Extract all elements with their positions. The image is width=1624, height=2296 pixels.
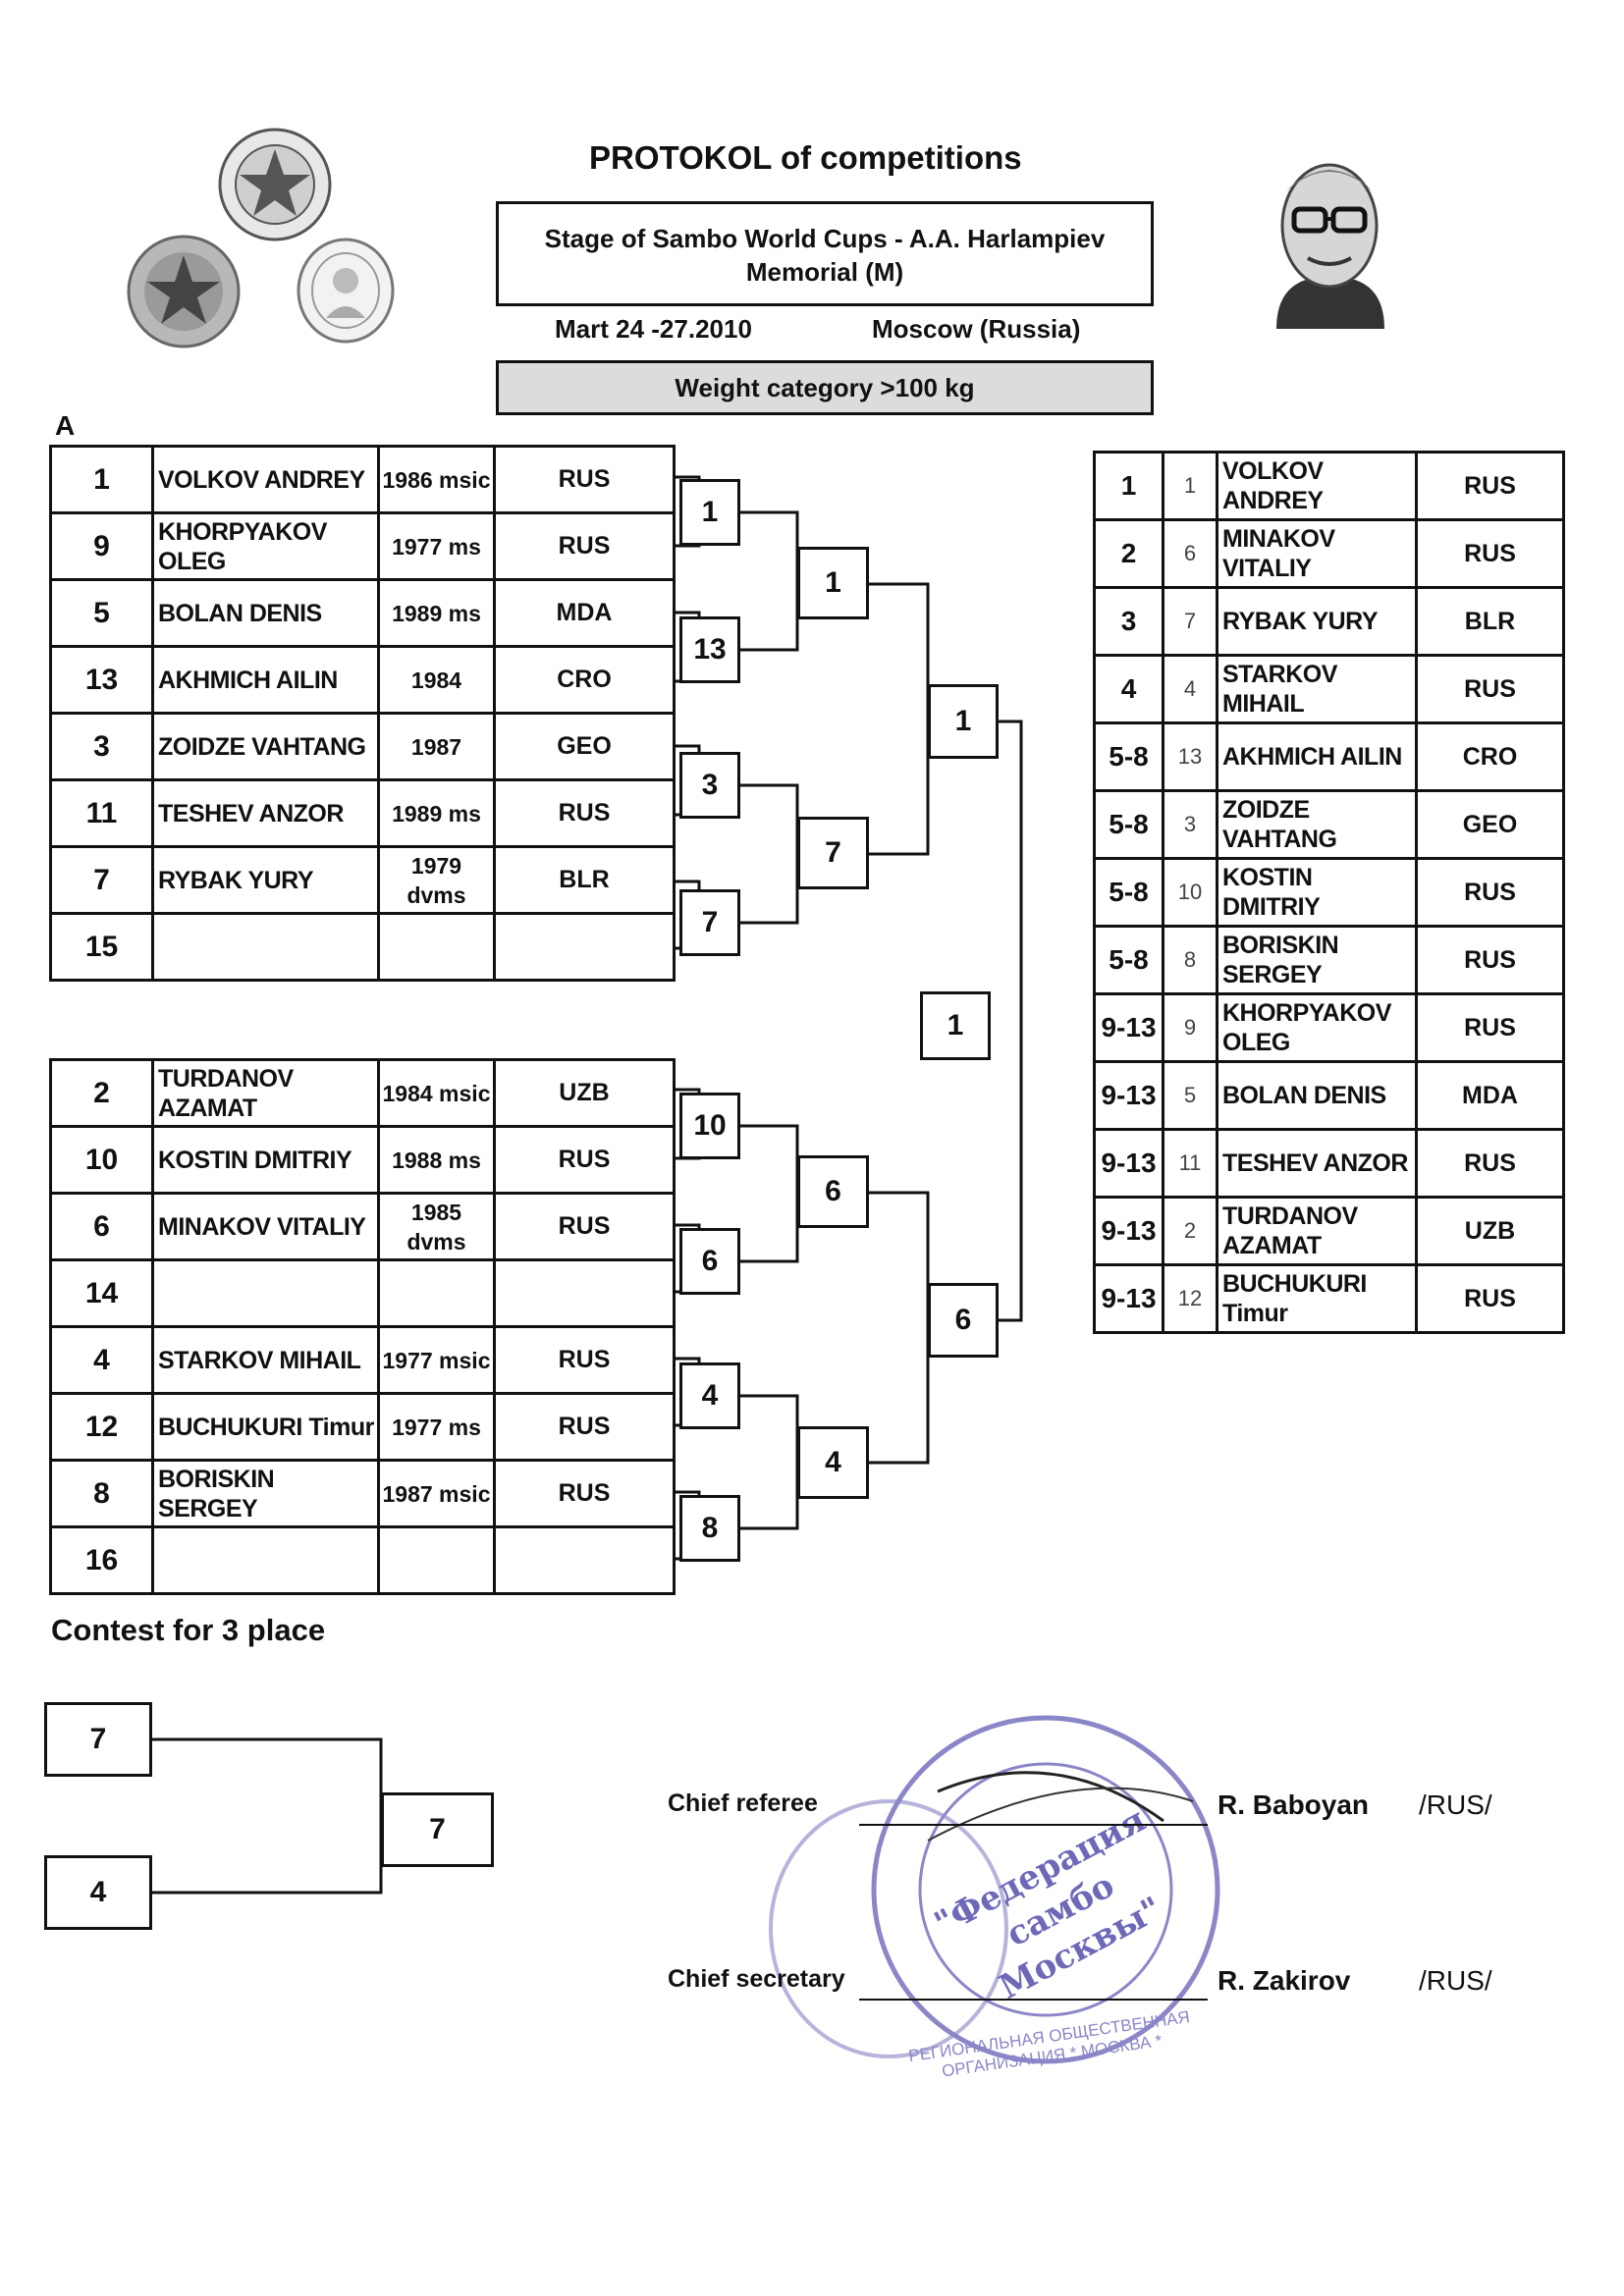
seed-number: 5 [51,580,153,647]
final-place: 3 [1095,588,1164,656]
chief-referee-name: R. Baboyan [1218,1789,1370,1820]
result-athlete-name: RYBAK YURY [1218,588,1417,656]
birth-year-rank: 1986 msic [379,447,495,513]
athlete-name: TESHEV ANZOR [153,780,379,847]
bracket-r2-top-2: 7 [797,817,869,889]
result-athlete-name: MINAKOV VITALIY [1218,520,1417,588]
weight-category-box: Weight category >100 kg [496,360,1154,415]
country-code: UZB [495,1060,675,1127]
result-athlete-name: TURDANOV AZAMAT [1218,1198,1417,1265]
pool-letter: A [55,410,76,441]
birth-year-rank: 1984 msic [379,1060,495,1127]
result-seed: 5 [1164,1062,1218,1130]
result-seed: 7 [1164,588,1218,656]
country-code: RUS [495,1127,675,1194]
seed-number: 15 [51,914,153,981]
athlete-name: BOLAN DENIS [153,580,379,647]
birth-year-rank: 1989 ms [379,580,495,647]
result-country: RUS [1417,859,1564,927]
result-seed: 8 [1164,927,1218,994]
result-seed: 12 [1164,1265,1218,1333]
final-place: 1 [1095,453,1164,520]
final-place: 9-13 [1095,1265,1164,1333]
result-country: RUS [1417,994,1564,1062]
final-place: 9-13 [1095,994,1164,1062]
seed-number: 11 [51,780,153,847]
athlete-name: BORISKIN SERGEY [153,1461,379,1527]
result-athlete-name: BORISKIN SERGEY [1218,927,1417,994]
result-seed: 3 [1164,791,1218,859]
seed-number: 16 [51,1527,153,1594]
bracket-r3-bottom: 6 [928,1283,999,1358]
birth-year-rank: 1989 ms [379,780,495,847]
page-title: PROTOKOL of competitions [589,139,1022,176]
result-athlete-name: KOSTIN DMITRIY [1218,859,1417,927]
seed-number: 1 [51,447,153,513]
result-athlete-name: AKHMICH AILIN [1218,723,1417,791]
third-place-contestant-b: 4 [44,1855,152,1930]
final-place: 5-8 [1095,859,1164,927]
bracket-r1-bottom-3: 4 [679,1362,740,1429]
country-code: MDA [495,580,675,647]
chief-secretary-country: /RUS/ [1419,1965,1492,1996]
result-seed: 4 [1164,656,1218,723]
birth-year-rank: 1979 dvms [379,847,495,914]
competition-dates: Mart 24 -27.2010 [555,314,752,344]
final-place: 4 [1095,656,1164,723]
seed-number: 14 [51,1260,153,1327]
athlete-name: ZOIDZE VAHTANG [153,714,379,780]
third-place-winner: 7 [381,1792,494,1867]
birth-year-rank: 1977 ms [379,513,495,580]
birth-year-rank: 1977 ms [379,1394,495,1461]
result-country: UZB [1417,1198,1564,1265]
birth-year-rank: 1984 [379,647,495,714]
result-athlete-name: STARKOV MIHAIL [1218,656,1417,723]
final-place: 5-8 [1095,791,1164,859]
chief-referee-label: Chief referee [668,1789,818,1817]
result-athlete-name: TESHEV ANZOR [1218,1130,1417,1198]
seed-number: 2 [51,1060,153,1127]
birth-year-rank: 1988 ms [379,1127,495,1194]
bracket-r1-bottom-1: 10 [679,1093,740,1159]
birth-year-rank: 1987 [379,714,495,780]
athlete-name: KOSTIN DMITRIY [153,1127,379,1194]
bracket-r3-top: 1 [928,684,999,759]
result-country: MDA [1417,1062,1564,1130]
seed-number: 12 [51,1394,153,1461]
result-country: RUS [1417,656,1564,723]
country-code: CRO [495,647,675,714]
result-seed: 6 [1164,520,1218,588]
result-country: RUS [1417,927,1564,994]
result-athlete-name: BUCHUKURI Timur [1218,1265,1417,1333]
seed-number: 9 [51,513,153,580]
athlete-name: TURDANOV AZAMAT [153,1060,379,1127]
country-code: RUS [495,1461,675,1527]
seed-number: 4 [51,1327,153,1394]
bracket-r1-top-3: 3 [679,752,740,819]
birth-year-rank: 1985 dvms [379,1194,495,1260]
stage-line-1: Stage of Sambo World Cups - A.A. Harlampiev [544,224,1106,253]
chief-secretary-name: R. Zakirov [1218,1965,1351,1996]
country-code: RUS [495,1327,675,1394]
chief-secretary-line [859,1999,1208,2001]
result-country: BLR [1417,588,1564,656]
result-seed: 10 [1164,859,1218,927]
country-code: RUS [495,447,675,513]
athlete-name: VOLKOV ANDREY [153,447,379,513]
final-place: 5-8 [1095,723,1164,791]
bracket-r2-bottom-2: 4 [797,1426,869,1499]
athlete-name: AKHMICH AILIN [153,647,379,714]
birth-year-rank: 1987 msic [379,1461,495,1527]
result-country: RUS [1417,1130,1564,1198]
bracket-r2-bottom-1: 6 [797,1155,869,1228]
result-athlete-name: KHORPYAKOV OLEG [1218,994,1417,1062]
athlete-name: RYBAK YURY [153,847,379,914]
result-country: RUS [1417,1265,1564,1333]
final-place: 5-8 [1095,927,1164,994]
chief-referee-line [859,1824,1208,1826]
country-code: GEO [495,714,675,780]
seed-number: 7 [51,847,153,914]
third-place-title: Contest for 3 place [51,1613,326,1647]
result-athlete-name: ZOIDZE VAHTANG [1218,791,1417,859]
result-athlete-name: BOLAN DENIS [1218,1062,1417,1130]
athlete-name: BUCHUKURI Timur [153,1394,379,1461]
bracket-r1-top-4: 7 [679,889,740,956]
country-code: RUS [495,780,675,847]
stamp-ring-text: РЕГИОНАЛЬНАЯ ОБЩЕСТВЕННАЯ ОРГАНИЗАЦИЯ * МОСКВА * [907,2007,1191,2081]
result-athlete-name: VOLKOV ANDREY [1218,453,1417,520]
athlete-name: STARKOV MIHAIL [153,1327,379,1394]
final-place: 9-13 [1095,1062,1164,1130]
country-code: RUS [495,1394,675,1461]
result-seed: 9 [1164,994,1218,1062]
seed-number: 13 [51,647,153,714]
country-code: RUS [495,1194,675,1260]
country-code: BLR [495,847,675,914]
athlete-name: KHORPYAKOV OLEG [153,513,379,580]
bracket-final: 1 [920,991,991,1060]
seed-number: 8 [51,1461,153,1527]
final-place: 9-13 [1095,1198,1164,1265]
result-seed: 13 [1164,723,1218,791]
result-country: CRO [1417,723,1564,791]
chief-referee-country: /RUS/ [1419,1789,1492,1820]
result-country: RUS [1417,453,1564,520]
result-country: RUS [1417,520,1564,588]
result-seed: 1 [1164,453,1218,520]
stamp-center-text: "Федерация самбо Москвы" [928,1799,1168,2007]
bracket-r2-top-1: 1 [797,547,869,619]
athlete-name: MINAKOV VITALIY [153,1194,379,1260]
final-place: 9-13 [1095,1130,1164,1198]
result-seed: 11 [1164,1130,1218,1198]
birth-year-rank: 1977 msic [379,1327,495,1394]
chief-secretary-label: Chief secretary [668,1965,845,1993]
bracket-r1-bottom-4: 8 [679,1495,740,1562]
final-place: 2 [1095,520,1164,588]
bracket-r1-top-2: 13 [679,616,740,683]
result-seed: 2 [1164,1198,1218,1265]
seed-number: 10 [51,1127,153,1194]
result-country: GEO [1417,791,1564,859]
seed-number: 6 [51,1194,153,1260]
competition-city: Moscow (Russia) [872,314,1081,344]
third-place-contestant-a: 7 [44,1702,152,1777]
bracket-r1-top-1: 1 [679,479,740,546]
stage-line-2: Memorial (M) [745,257,904,287]
bracket-r1-bottom-2: 6 [679,1228,740,1295]
seed-number: 3 [51,714,153,780]
country-code: RUS [495,513,675,580]
